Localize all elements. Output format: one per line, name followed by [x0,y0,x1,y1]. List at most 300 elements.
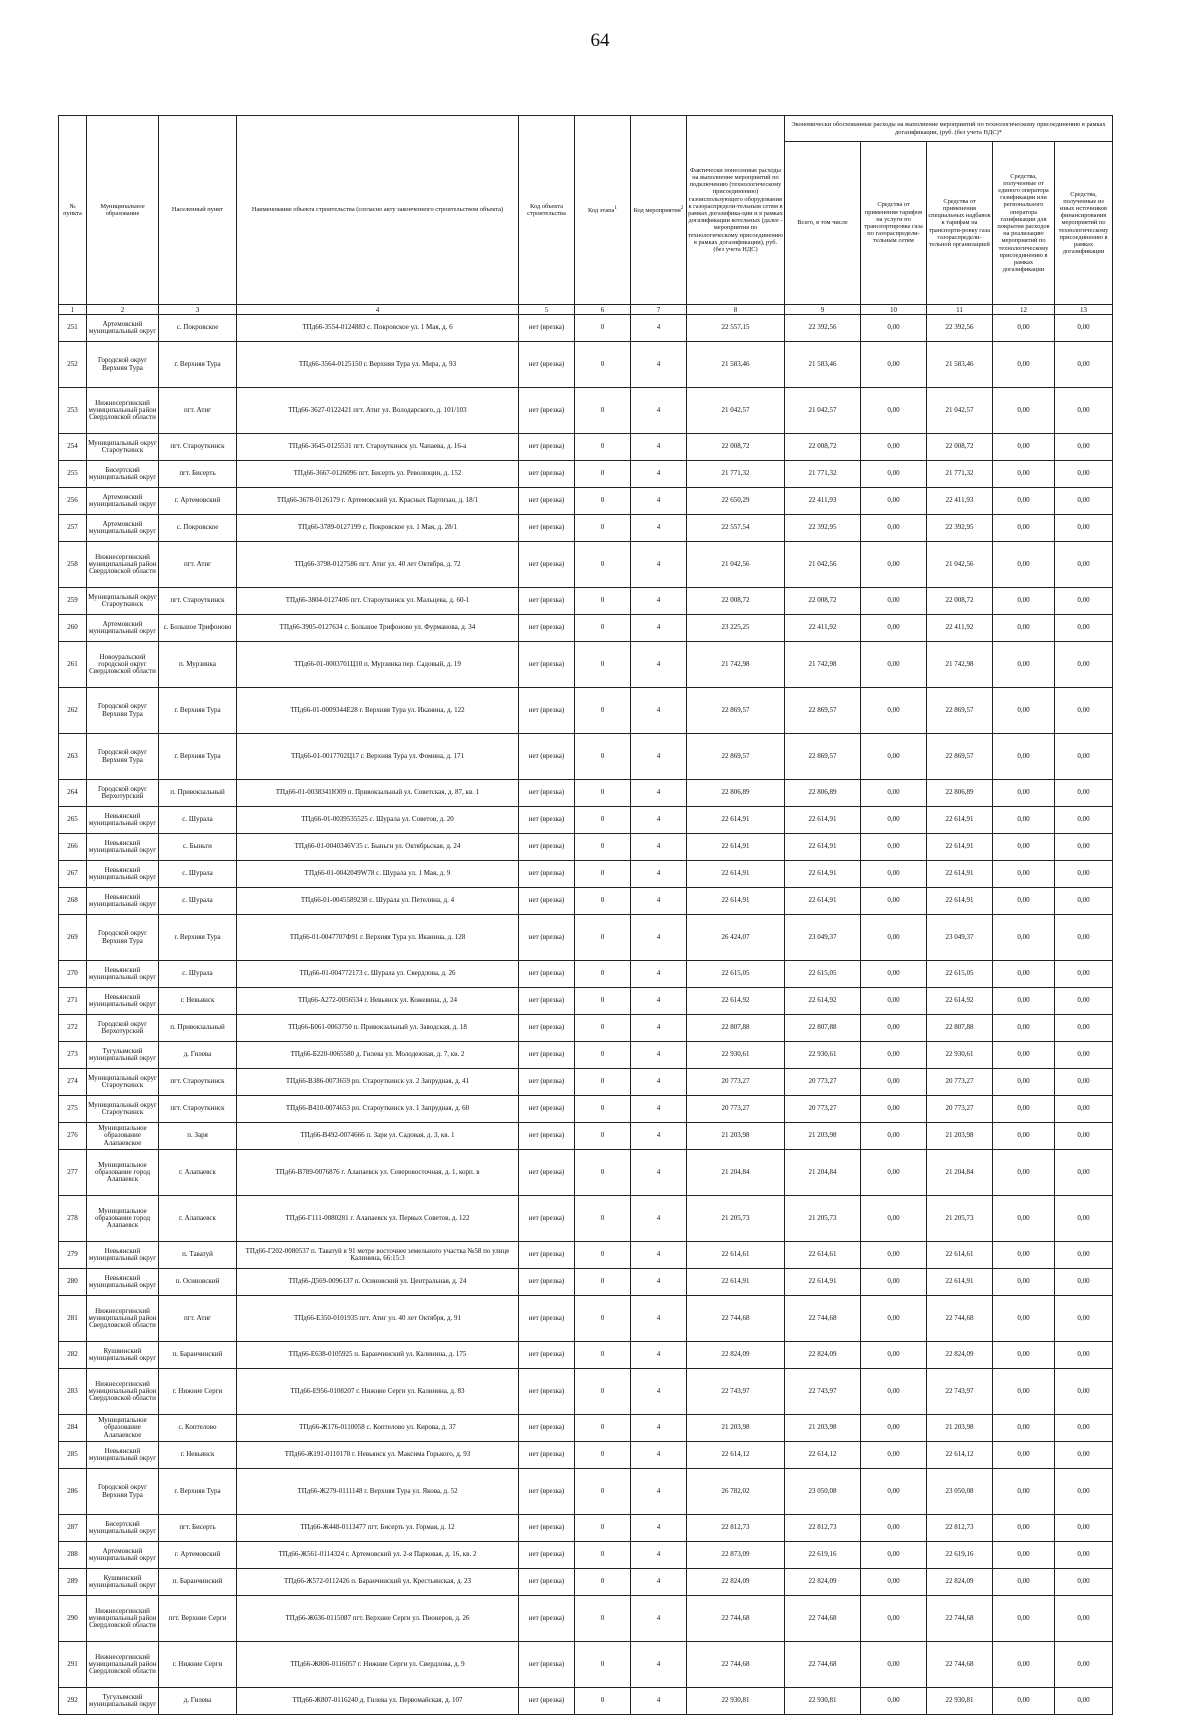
cell-locality: пгт. Верхние Серги [159,1596,237,1642]
cell-stage-code: 0 [575,515,631,542]
cell-tariff-funds: 0,00 [861,615,927,642]
header-total: Всего, в том числе [785,142,861,305]
cell-tariff-funds: 0,00 [861,542,927,588]
cell-stage-code: 0 [575,642,631,688]
page-number: 64 [590,30,610,51]
cell-total: 22 411,92 [785,615,861,642]
cell-actual-expenses: 22 614,92 [687,988,785,1015]
cell-actual-expenses: 22 008,72 [687,588,785,615]
cell-event-code: 4 [631,588,687,615]
table-row [59,461,1113,488]
cell-number: 288 [59,1542,87,1569]
cell-operator-funds: 0,00 [993,1596,1055,1642]
cell-object-name: ТПд66-Г111-0080281 г. Алапаевск ул. Первых Советов, д. 122 [237,1196,519,1242]
cell-surcharge-funds: 22 869,57 [927,734,993,780]
cell-stage-code: 0 [575,1042,631,1069]
table-row [59,780,1113,807]
cell-actual-expenses: 22 557,15 [687,315,785,342]
column-number: 6 [575,305,631,315]
cell-event-code: 4 [631,434,687,461]
cell-number: 279 [59,1242,87,1269]
cell-number: 255 [59,461,87,488]
header-stage-code-text: Код этапа [587,207,615,215]
column-number: 13 [1055,305,1113,315]
cell-other-funds: 0,00 [1055,1542,1113,1569]
cell-object-code: нет (врезка) [519,1369,575,1415]
cell-municipality: Муниципальное образование Алапаевское [87,1123,159,1150]
cell-actual-expenses: 22 557,54 [687,515,785,542]
table-row [59,342,1113,388]
cell-number: 281 [59,1296,87,1342]
header-stage-code [575,116,631,305]
cell-event-code: 4 [631,1150,687,1196]
cell-locality: г. Верхняя Тура [159,688,237,734]
cell-stage-code: 0 [575,588,631,615]
cell-municipality: Муниципальный округ Староуткинск [87,1069,159,1096]
cell-surcharge-funds: 21 205,73 [927,1196,993,1242]
cell-municipality: Тугулымский муниципальный округ [87,1688,159,1715]
cell-tariff-funds: 0,00 [861,988,927,1015]
cell-number: 257 [59,515,87,542]
cell-operator-funds: 0,00 [993,1469,1055,1515]
cell-event-code: 4 [631,1642,687,1688]
cell-number: 276 [59,1123,87,1150]
cell-number: 292 [59,1688,87,1715]
table-row [59,1150,1113,1196]
cell-event-code: 4 [631,1442,687,1469]
cell-event-code: 4 [631,834,687,861]
cell-stage-code: 0 [575,1542,631,1569]
cell-total: 21 771,32 [785,461,861,488]
cell-municipality: Невьянский муниципальный округ [87,888,159,915]
cell-tariff-funds: 0,00 [861,888,927,915]
header-event-code [631,116,687,305]
cell-actual-expenses: 22 806,89 [687,780,785,807]
table-row [59,834,1113,861]
column-number: 2 [87,305,159,315]
cell-tariff-funds: 0,00 [861,1123,927,1150]
cell-other-funds: 0,00 [1055,988,1113,1015]
header-tariff-funds: Средства от применения тарифов на услуги по транспортировке газа по газораспредели-тельным сетям [861,142,927,305]
cell-event-code: 4 [631,461,687,488]
cell-surcharge-funds: 22 743,97 [927,1369,993,1415]
cell-object-code: нет (врезка) [519,1642,575,1688]
column-number-row [59,305,1113,315]
cell-object-name: ТПд66-01-0009344Е28 г. Верхняя Тура ул. Иканина, д. 122 [237,688,519,734]
cell-other-funds: 0,00 [1055,1415,1113,1442]
cell-operator-funds: 0,00 [993,807,1055,834]
table-row [59,1242,1113,1269]
table-row [59,515,1113,542]
cell-municipality: Невьянский муниципальный округ [87,861,159,888]
cell-municipality: Кушвинский муниципальный округ [87,1342,159,1369]
cell-object-name: ТПд66-3627-0122421 пгт. Атиг ул. Володарского, д. 101/103 [237,388,519,434]
cell-event-code: 4 [631,1515,687,1542]
cell-municipality: Муниципальный округ Староуткинск [87,1096,159,1123]
cell-actual-expenses: 22 614,91 [687,834,785,861]
cell-actual-expenses: 22 614,61 [687,1242,785,1269]
cell-actual-expenses: 22 614,91 [687,807,785,834]
cell-actual-expenses: 22 614,91 [687,1269,785,1296]
cell-locality: с. Шурала [159,861,237,888]
cell-stage-code: 0 [575,1469,631,1515]
cell-municipality: Муниципальное образование город Алапаевск [87,1150,159,1196]
cell-other-funds: 0,00 [1055,642,1113,688]
cell-actual-expenses: 22 930,61 [687,1042,785,1069]
cell-locality: с. Шурала [159,961,237,988]
cell-locality: г. Верхняя Тура [159,915,237,961]
cell-tariff-funds: 0,00 [861,1442,927,1469]
cell-municipality: Кушвинский муниципальный округ [87,1569,159,1596]
cell-municipality: Муниципальное образование город Алапаевск [87,1196,159,1242]
cell-event-code: 4 [631,1369,687,1415]
cell-municipality: Новоуральский городской округ Свердловской области [87,642,159,688]
table-row [59,1442,1113,1469]
cell-operator-funds: 0,00 [993,1688,1055,1715]
column-number: 8 [687,305,785,315]
cell-stage-code: 0 [575,615,631,642]
cell-number: 283 [59,1369,87,1415]
cell-actual-expenses: 22 930,81 [687,1688,785,1715]
cell-object-code: нет (врезка) [519,888,575,915]
cell-object-name: ТПд66-01-0047707Ф91 г. Верхняя Тура ул. Иканина, д. 128 [237,915,519,961]
cell-total: 22 744,68 [785,1642,861,1688]
cell-event-code: 4 [631,688,687,734]
cell-stage-code: 0 [575,915,631,961]
cell-event-code: 4 [631,488,687,515]
cell-object-code: нет (врезка) [519,861,575,888]
footnote-mark: 1 [614,205,618,212]
cell-number: 291 [59,1642,87,1688]
cell-operator-funds: 0,00 [993,461,1055,488]
cell-locality: с. Покровское [159,315,237,342]
cell-locality: пгт. Староуткинск [159,588,237,615]
cell-actual-expenses: 26 782,02 [687,1469,785,1515]
table-row [59,1642,1113,1688]
cell-stage-code: 0 [575,1642,631,1688]
cell-object-code: нет (врезка) [519,1469,575,1515]
cell-municipality: Бисертский муниципальный округ [87,1515,159,1542]
cell-object-name: ТПд66-Ж561-0114324 г. Артемовский ул. 2-я Парковая, д. 16, кв. 2 [237,1542,519,1569]
cell-number: 289 [59,1569,87,1596]
cell-event-code: 4 [631,642,687,688]
cell-object-name: ТПд66-А272-0056534 г. Невьянск ул. Кожевина, д. 24 [237,988,519,1015]
cell-number: 264 [59,780,87,807]
cell-object-name: ТПд66-01-0039535525 с. Шурала ул. Советов, д. 20 [237,807,519,834]
cell-other-funds: 0,00 [1055,615,1113,642]
cell-actual-expenses: 22 008,72 [687,434,785,461]
cell-other-funds: 0,00 [1055,1196,1113,1242]
cell-stage-code: 0 [575,1369,631,1415]
cell-number: 274 [59,1069,87,1096]
cell-locality: п. Мурзинка [159,642,237,688]
cell-object-code: нет (врезка) [519,315,575,342]
cell-event-code: 4 [631,1123,687,1150]
table-row [59,488,1113,515]
cell-number: 262 [59,688,87,734]
cell-total: 21 204,84 [785,1150,861,1196]
cell-object-code: нет (врезка) [519,1688,575,1715]
cell-event-code: 4 [631,1269,687,1296]
cell-operator-funds: 0,00 [993,688,1055,734]
cell-other-funds: 0,00 [1055,515,1113,542]
cell-object-code: нет (врезка) [519,342,575,388]
cell-event-code: 4 [631,1542,687,1569]
cell-tariff-funds: 0,00 [861,461,927,488]
cell-stage-code: 0 [575,1596,631,1642]
cell-total: 21 042,56 [785,542,861,588]
cell-surcharge-funds: 22 869,57 [927,688,993,734]
cell-object-code: нет (врезка) [519,834,575,861]
cell-stage-code: 0 [575,1688,631,1715]
header-justified-expenses-group: Экономически обоснованные расходы на выполнение мероприятий по технологическому присоединению в рамках догазификации, (руб. (без учета НДС)* [785,116,1113,142]
cell-other-funds: 0,00 [1055,588,1113,615]
cell-actual-expenses: 21 042,56 [687,542,785,588]
cell-other-funds: 0,00 [1055,1069,1113,1096]
cell-event-code: 4 [631,1196,687,1242]
cell-operator-funds: 0,00 [993,1242,1055,1269]
cell-number: 278 [59,1196,87,1242]
cell-tariff-funds: 0,00 [861,1688,927,1715]
cell-total: 23 050,08 [785,1469,861,1515]
cell-surcharge-funds: 22 008,72 [927,588,993,615]
cell-other-funds: 0,00 [1055,342,1113,388]
cell-event-code: 4 [631,1242,687,1269]
cell-event-code: 4 [631,734,687,780]
cell-surcharge-funds: 22 824,09 [927,1569,993,1596]
cell-other-funds: 0,00 [1055,961,1113,988]
header-object-code: Код объекта строительства [519,116,575,305]
cell-object-code: нет (врезка) [519,988,575,1015]
header-surcharge-funds: Средства от применения специальных надбавок к тарифам на транспорти-ровку газа газораспредели-тельной организацией [927,142,993,305]
cell-stage-code: 0 [575,861,631,888]
header-object-name: Наименование объекта строительства (согласно акту законченного строительством объекта) [237,116,519,305]
cell-locality: д. Гилева [159,1688,237,1715]
cell-actual-expenses: 22 812,73 [687,1515,785,1542]
cell-actual-expenses: 22 824,09 [687,1342,785,1369]
cell-tariff-funds: 0,00 [861,588,927,615]
cell-locality: с. Покровское [159,515,237,542]
cell-tariff-funds: 0,00 [861,1415,927,1442]
cell-operator-funds: 0,00 [993,342,1055,388]
cell-operator-funds: 0,00 [993,1569,1055,1596]
cell-stage-code: 0 [575,780,631,807]
cell-tariff-funds: 0,00 [861,734,927,780]
cell-event-code: 4 [631,861,687,888]
cell-surcharge-funds: 22 392,56 [927,315,993,342]
cell-other-funds: 0,00 [1055,388,1113,434]
cell-surcharge-funds: 22 807,88 [927,1015,993,1042]
cell-municipality: Тугулымский муниципальный округ [87,1042,159,1069]
cell-locality: г. Нижние Серги [159,1642,237,1688]
cell-municipality: Артемовский муниципальный округ [87,615,159,642]
table-row [59,1015,1113,1042]
cell-operator-funds: 0,00 [993,1369,1055,1415]
cell-total: 22 614,91 [785,1269,861,1296]
cell-operator-funds: 0,00 [993,1296,1055,1342]
table-row [59,642,1113,688]
cell-number: 273 [59,1042,87,1069]
cell-event-code: 4 [631,388,687,434]
cell-municipality: Невьянский муниципальный округ [87,807,159,834]
cell-other-funds: 0,00 [1055,1596,1113,1642]
table-row [59,734,1113,780]
cell-number: 287 [59,1515,87,1542]
cell-object-code: нет (врезка) [519,1096,575,1123]
cell-municipality: Городской округ Верхняя Тура [87,915,159,961]
column-number: 5 [519,305,575,315]
cell-total: 22 614,61 [785,1242,861,1269]
cell-total: 22 008,72 [785,434,861,461]
table-row [59,1596,1113,1642]
cell-municipality: Артемовский муниципальный округ [87,488,159,515]
cell-number: 266 [59,834,87,861]
cell-event-code: 4 [631,615,687,642]
cell-object-code: нет (врезка) [519,1269,575,1296]
cell-surcharge-funds: 21 203,98 [927,1415,993,1442]
cell-surcharge-funds: 22 744,68 [927,1596,993,1642]
cell-surcharge-funds: 21 204,84 [927,1150,993,1196]
table-row [59,1569,1113,1596]
cell-surcharge-funds: 22 614,12 [927,1442,993,1469]
cell-operator-funds: 0,00 [993,1042,1055,1069]
header-actual-expenses: Фактически понесенные расходы на выполнение мероприятий по подключению (технологическому присоединению) газоиспользующего оборудования к газораспредели-тельным сетям в рамках догазифика-ции и в рамках догазификации котельных (далее - мероприятия по технологическому присоединению в рамках догазификации), руб. (без учета НДС) [687,116,785,305]
cell-stage-code: 0 [575,1069,631,1096]
cell-operator-funds: 0,00 [993,961,1055,988]
cell-locality: с. Быньги [159,834,237,861]
cell-operator-funds: 0,00 [993,515,1055,542]
cell-surcharge-funds: 22 614,92 [927,988,993,1015]
cell-actual-expenses: 22 744,68 [687,1596,785,1642]
cell-tariff-funds: 0,00 [861,1015,927,1042]
cell-number: 260 [59,615,87,642]
cell-surcharge-funds: 22 614,91 [927,888,993,915]
cell-tariff-funds: 0,00 [861,642,927,688]
cell-event-code: 4 [631,988,687,1015]
cell-surcharge-funds: 20 773,27 [927,1069,993,1096]
cell-other-funds: 0,00 [1055,1015,1113,1042]
cell-number: 285 [59,1442,87,1469]
cell-object-name: ТПд66-01-0017702Ц17 г. Верхняя Тура ул. Фомина, д. 171 [237,734,519,780]
cell-surcharge-funds: 22 930,61 [927,1042,993,1069]
cell-municipality: Городской округ Верхотурский [87,780,159,807]
cell-total: 21 583,46 [785,342,861,388]
cell-total: 21 203,98 [785,1415,861,1442]
expenses-table [58,115,1113,1715]
cell-stage-code: 0 [575,1296,631,1342]
cell-municipality: Муниципальный округ Староуткинск [87,588,159,615]
cell-other-funds: 0,00 [1055,488,1113,515]
cell-number: 280 [59,1269,87,1296]
cell-actual-expenses: 22 869,57 [687,734,785,780]
table-row [59,807,1113,834]
cell-number: 269 [59,915,87,961]
cell-locality: г. Артемовский [159,488,237,515]
cell-tariff-funds: 0,00 [861,1569,927,1596]
cell-operator-funds: 0,00 [993,642,1055,688]
cell-surcharge-funds: 22 614,91 [927,861,993,888]
cell-total: 22 807,88 [785,1015,861,1042]
cell-stage-code: 0 [575,807,631,834]
cell-tariff-funds: 0,00 [861,488,927,515]
cell-locality: г. Нижние Серги [159,1369,237,1415]
cell-operator-funds: 0,00 [993,1015,1055,1042]
cell-tariff-funds: 0,00 [861,1369,927,1415]
cell-other-funds: 0,00 [1055,1096,1113,1123]
cell-tariff-funds: 0,00 [861,434,927,461]
cell-other-funds: 0,00 [1055,1242,1113,1269]
cell-total: 20 773,27 [785,1096,861,1123]
cell-object-name: ТПд66-Е638-0105925 п. Баранчинский ул. Калинина, д. 175 [237,1342,519,1369]
cell-object-name: ТПд66-3678-0126179 г. Артемовский ул. Красных Партизан, д. 18/1 [237,488,519,515]
cell-operator-funds: 0,00 [993,1542,1055,1569]
column-number: 10 [861,305,927,315]
cell-tariff-funds: 0,00 [861,807,927,834]
cell-operator-funds: 0,00 [993,388,1055,434]
cell-stage-code: 0 [575,1515,631,1542]
cell-locality: г. Алапаевск [159,1150,237,1196]
cell-operator-funds: 0,00 [993,861,1055,888]
cell-object-code: нет (врезка) [519,1342,575,1369]
cell-surcharge-funds: 22 744,68 [927,1296,993,1342]
cell-locality: пгт. Староуткинск [159,1069,237,1096]
cell-event-code: 4 [631,780,687,807]
cell-surcharge-funds: 22 411,93 [927,488,993,515]
cell-municipality: Нижнесергинский муниципальный район Свердловской области [87,542,159,588]
cell-number: 258 [59,542,87,588]
cell-object-name: ТПд66-В492-0074666 п. Заря ул. Садовая, д. 3, кв. 1 [237,1123,519,1150]
cell-actual-expenses: 22 744,68 [687,1296,785,1342]
cell-municipality: Невьянский муниципальный округ [87,1242,159,1269]
cell-object-code: нет (врезка) [519,1515,575,1542]
cell-object-code: нет (врезка) [519,488,575,515]
header-event-code-text: Код мероприятия [633,207,681,215]
cell-operator-funds: 0,00 [993,734,1055,780]
cell-object-name: ТПд66-3789-0127199 с. Покровское ул. 1 Мая, д. 28/1 [237,515,519,542]
cell-total: 22 008,72 [785,588,861,615]
cell-operator-funds: 0,00 [993,1096,1055,1123]
cell-event-code: 4 [631,1342,687,1369]
cell-event-code: 4 [631,515,687,542]
cell-surcharge-funds: 21 203,98 [927,1123,993,1150]
table-row [59,888,1113,915]
column-number: 7 [631,305,687,315]
cell-actual-expenses: 20 773,27 [687,1096,785,1123]
cell-operator-funds: 0,00 [993,488,1055,515]
cell-total: 22 392,95 [785,515,861,542]
cell-stage-code: 0 [575,434,631,461]
cell-total: 21 205,73 [785,1196,861,1242]
cell-stage-code: 0 [575,388,631,434]
cell-object-name: ТПд66-Ж636-0115087 пгт. Верхние Серги ул. Пионеров, д. 26 [237,1596,519,1642]
cell-surcharge-funds: 20 773,27 [927,1096,993,1123]
cell-surcharge-funds: 22 824,09 [927,1342,993,1369]
cell-total: 22 614,92 [785,988,861,1015]
cell-number: 252 [59,342,87,388]
cell-municipality: Городской округ Верхняя Тура [87,688,159,734]
cell-surcharge-funds: 22 614,91 [927,807,993,834]
cell-object-name: ТПд66-В410-0074653 рп. Староуткинск ул. 1 Запрудная, д. 60 [237,1096,519,1123]
table-row [59,1469,1113,1515]
cell-object-name: ТПд66-3667-0126096 пгт. Бисерть ул. Революции, д. 152 [237,461,519,488]
cell-operator-funds: 0,00 [993,588,1055,615]
table-row [59,315,1113,342]
table-row [59,588,1113,615]
cell-actual-expenses: 22 873,09 [687,1542,785,1569]
cell-municipality: Нижнесергинский муниципальный район Свердловской области [87,1642,159,1688]
cell-actual-expenses: 22 807,88 [687,1015,785,1042]
cell-tariff-funds: 0,00 [861,1596,927,1642]
